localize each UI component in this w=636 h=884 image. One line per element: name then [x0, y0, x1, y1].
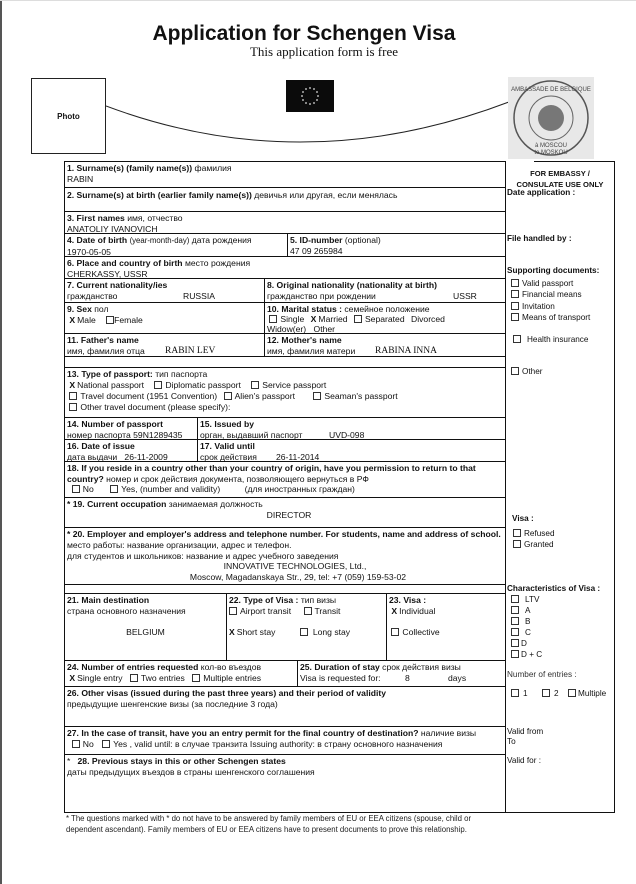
checked-mark-icon: X — [391, 606, 398, 616]
option-label: D — [521, 639, 527, 648]
option-label: Airport transit — [240, 606, 292, 616]
checkbox-icon — [300, 628, 308, 636]
field-label: 7. Current nationality/ies — [67, 280, 168, 290]
embassy-entries-label: Number of entries : — [507, 670, 577, 679]
field-label: 15. Issued by — [200, 419, 254, 429]
checkbox-icon — [154, 381, 162, 389]
option-label: Short stay — [236, 627, 276, 637]
option-label: Female — [114, 314, 143, 325]
option-label: Male — [77, 314, 96, 325]
svg-text:te MOSKOU: te MOSKOU — [534, 150, 568, 156]
entries-multiple[interactable] — [568, 689, 606, 700]
visa-granted[interactable] — [513, 540, 554, 551]
field-label-ru: наличие визы — [420, 728, 477, 738]
checkbox-icon — [72, 740, 80, 748]
option-label: Single entry — [77, 672, 123, 683]
option-single[interactable] — [269, 314, 304, 324]
page-left-border — [0, 0, 2, 884]
field-label-ru: место работы: название организации, адрес и телефон. — [67, 539, 292, 550]
field-label-ru: девичья или другая, если менялась — [254, 190, 398, 200]
option-label: Travel document (1951 Convention) — [80, 391, 218, 401]
field-value: 26-11-2009 — [124, 451, 168, 461]
embassy-border-top — [534, 161, 615, 162]
option-collective[interactable] — [391, 627, 439, 637]
checkbox-icon — [130, 674, 138, 682]
option-no[interactable] — [72, 484, 94, 494]
checked-mark-icon: X — [229, 627, 235, 637]
option-label: Widow(er) — [267, 324, 307, 333]
field-label-ru: кол-во въездов — [200, 662, 262, 672]
field-visa-type — [227, 594, 386, 660]
field-unit: days — [448, 672, 467, 683]
field-valid-until[interactable] — [198, 440, 505, 461]
option-label: Two entries — [140, 672, 185, 683]
checkbox-icon — [511, 290, 519, 298]
option-seamans-passport[interactable] — [313, 391, 397, 401]
field-label: 18. If you reside in a country other than your country of origin, have you permission to return to that — [67, 463, 476, 473]
checkbox-icon — [511, 617, 519, 625]
option-label: Yes , valid until: в случае транзита Issuing authority: в страну основного назначения — [113, 738, 443, 749]
checkbox-icon — [511, 302, 519, 310]
checkbox-icon — [511, 606, 519, 614]
embassy-file-handled: File handled by : — [507, 234, 572, 243]
field-label-ru: дата рождения — [191, 235, 252, 245]
field-value: CHERKASSY, USSR — [67, 268, 148, 278]
field-previous-stays[interactable] — [65, 755, 505, 812]
option-other[interactable] — [314, 324, 336, 333]
field-label: 25. Duration of stay — [300, 662, 380, 672]
field-label: 1. Surname(s) (family name(s)) — [67, 163, 193, 173]
option-label: Seaman's passport — [324, 391, 398, 401]
option-label: Diplomatic passport — [165, 380, 241, 390]
row-sep — [64, 187, 506, 188]
page-title: Application for Schengen Visa — [152, 22, 456, 45]
checkbox-icon — [313, 392, 321, 400]
field-note: (для иностранных граждан) — [244, 484, 355, 494]
row-sep — [64, 584, 506, 585]
form-border-right — [614, 161, 615, 813]
field-label: 28. Previous stays in this or other Schengen states — [77, 756, 286, 766]
field-label: 10. Marital status : — [267, 304, 342, 314]
checkbox-icon — [251, 381, 259, 389]
option-label: Invitation — [522, 302, 555, 311]
checked-mark-icon: X — [69, 672, 76, 683]
field-sex — [65, 303, 264, 333]
option-male[interactable] — [69, 315, 95, 325]
option-label: LTV — [525, 595, 540, 604]
field-label: 23. Visa : — [389, 595, 427, 605]
field-label-ru: фамилия — [194, 163, 232, 173]
field-label-note: (optional) — [344, 235, 381, 245]
field-label-ru: имя, отчество — [127, 213, 183, 223]
field-label-ru: дата выдачи — [67, 451, 118, 461]
char-b[interactable] — [511, 617, 530, 628]
option-label: Means of transport — [522, 313, 591, 322]
eu-flag-icon — [286, 80, 334, 112]
field-duration-of-stay[interactable] — [298, 661, 505, 686]
field-surname-at-birth[interactable] — [65, 189, 505, 211]
field-label-ru: тип визы — [300, 595, 337, 605]
checkbox-icon — [391, 628, 399, 636]
checkbox-icon — [511, 367, 519, 375]
field-passport-number[interactable] — [65, 418, 197, 439]
option-label: Multiple entries — [203, 672, 262, 683]
field-label: 8. Original nationality (nationality at birth) — [267, 280, 437, 290]
field-label: 5. ID-number — [290, 235, 343, 245]
option-label: No — [82, 738, 94, 749]
checkbox-icon — [102, 740, 110, 748]
field-value: DIRECTOR — [266, 509, 312, 520]
page-subtitle: This application form is free — [249, 44, 398, 59]
field-value: 26-11-2014 — [276, 451, 320, 461]
option-single-entry[interactable] — [69, 673, 122, 683]
field-label: 12. Mother's name — [267, 335, 342, 345]
option-label: Transit — [314, 606, 341, 616]
field-marital-status — [265, 303, 505, 333]
field-value: 47 09 265984 — [290, 245, 343, 256]
field-mothers-name[interactable] — [265, 334, 505, 356]
field-surname[interactable] — [65, 162, 505, 187]
checkbox-icon — [72, 485, 80, 493]
field-value: RUSSIA — [183, 290, 215, 301]
checkbox-icon — [69, 392, 77, 400]
checkbox-icon — [513, 335, 521, 343]
option-label: 1 — [523, 689, 528, 698]
option-label: A — [525, 606, 531, 615]
row-sep — [64, 356, 506, 357]
option-service-passport[interactable] — [251, 380, 326, 390]
option-label: Other — [522, 367, 543, 376]
option-label: Other — [313, 324, 336, 333]
field-value: RABINA INNA — [375, 345, 438, 356]
char-a[interactable] — [511, 606, 530, 617]
checkbox-icon — [513, 540, 521, 548]
field-label: * 20. Employer and employer's address and telephone number. For students, name and address of school. — [67, 529, 501, 539]
checkbox-icon — [568, 689, 576, 697]
option-label: Married — [318, 314, 348, 324]
option-national-passport[interactable] — [69, 380, 144, 390]
field-label-note: (year-month-day) — [129, 236, 190, 245]
checkbox-icon — [224, 392, 232, 400]
field-value: 8 — [405, 672, 410, 683]
field-label: 17. Valid until — [200, 441, 255, 451]
field-label: 2. Surname(s) at birth (earlier family name(s)) — [67, 190, 252, 200]
option-aliens-passport[interactable] — [224, 391, 295, 401]
option-label: Valid passport — [522, 279, 574, 288]
field-id-number[interactable] — [288, 234, 505, 256]
doc-other[interactable] — [511, 367, 542, 378]
field-label-ru: даты предыдущих въездов в страны шенгенского соглашения — [67, 766, 315, 777]
option-two-entries[interactable] — [130, 673, 185, 683]
char-c[interactable] — [511, 628, 531, 639]
photo-box[interactable] — [31, 78, 106, 154]
field-value: 1970-05-05 — [67, 246, 111, 256]
char-d[interactable] — [511, 639, 527, 650]
field-label-ru: гражданство при рождении — [267, 290, 376, 301]
field-value: BELGIUM — [126, 627, 165, 637]
field-label-ru: срок действия — [200, 451, 257, 461]
option-label: Granted — [524, 540, 554, 549]
form-column-divider — [505, 161, 506, 813]
field-date-of-birth[interactable] — [65, 234, 287, 256]
option-label: Refused — [524, 529, 555, 538]
field-label-ru: занимаемая должность — [168, 499, 263, 509]
field-prefix: Visa is requested for: — [300, 672, 381, 683]
footnote: * The questions marked with * do not have to be answered by family members of EU or EEA citizens (spouse, child or dependent ascendant). Family members of EU or EEA citizens have to present documents to prove this relationship. — [66, 814, 472, 834]
checkbox-icon — [106, 316, 114, 324]
option-label: Yes, (number and validity) — [121, 484, 221, 494]
page-top-border — [0, 0, 636, 1]
field-value: USSR — [453, 290, 477, 301]
option-label: Alien's passport — [234, 391, 295, 401]
doc-invitation[interactable] — [511, 302, 555, 313]
field-label: 6. Place and country of birth — [67, 258, 183, 268]
option-divorced[interactable] — [411, 314, 445, 324]
field-label: 27. In the case of transit, have you an entry permit for the final country of destination? — [67, 728, 419, 738]
field-label: 16. Date of issue — [67, 441, 135, 451]
field-label: 22. Type of Visa : — [229, 595, 299, 605]
field-value: 59N1289435 — [133, 429, 183, 439]
field-label-ru: пол — [94, 304, 109, 314]
field-value: ANATOLIY IVANOVICH — [67, 223, 158, 233]
checkbox-icon — [511, 279, 519, 287]
field-occupation[interactable] — [65, 498, 505, 527]
checkbox-icon — [511, 628, 519, 636]
option-label: Divorced — [411, 314, 445, 324]
field-residence-permission — [65, 462, 505, 497]
field-label-ru: тип паспорта — [155, 369, 208, 379]
field-star: * — [67, 756, 71, 766]
field-value: INNOVATIVE TECHNOLOGIES, Ltd., — [223, 561, 367, 572]
char-ltv[interactable] — [511, 595, 539, 606]
doc-financial-means[interactable] — [511, 290, 582, 301]
option-label: No — [82, 484, 94, 494]
option-transit[interactable] — [304, 606, 341, 616]
field-label: 9. Sex — [67, 304, 92, 314]
checkbox-icon — [354, 315, 362, 323]
checkbox-icon — [110, 485, 118, 493]
field-place-of-birth[interactable] — [65, 257, 505, 278]
svg-text:à MOSCOU: à MOSCOU — [534, 143, 568, 149]
embassy-characteristics-label: Characteristics of Visa : — [507, 584, 601, 593]
field-label-ru: номер паспорта — [67, 429, 131, 439]
field-main-destination[interactable] — [65, 594, 226, 660]
option-label: B — [525, 617, 531, 626]
field-visa-kind — [387, 594, 505, 660]
field-first-names[interactable] — [65, 212, 505, 233]
photo-label: Photo — [57, 111, 80, 121]
field-current-nationality[interactable] — [65, 279, 264, 302]
option-label: Other travel document (please specify): — [80, 402, 231, 412]
field-other-visas[interactable] — [65, 687, 505, 726]
checked-mark-icon: X — [69, 380, 76, 390]
option-yes[interactable] — [110, 484, 220, 494]
checked-mark-icon: X — [310, 314, 317, 324]
embassy-to: To — [507, 737, 516, 746]
field-value: RABIN LEV — [165, 345, 216, 356]
field-value: Moscow, Magadanskaya Str., 29, tel: +7 (059) 159-53-02 — [189, 572, 407, 583]
field-issued-by[interactable] — [198, 418, 505, 439]
field-label: 4. Date of birth — [67, 235, 128, 245]
checkbox-icon — [511, 639, 519, 647]
entries-2[interactable] — [542, 689, 559, 700]
option-no[interactable] — [72, 739, 94, 749]
option-label: National passport — [77, 380, 145, 390]
field-label-ru: место рождения — [184, 258, 251, 268]
field-number-of-entries — [65, 661, 297, 686]
option-multiple-entries[interactable] — [192, 673, 261, 683]
field-label: 24. Number of entries requested — [67, 662, 199, 672]
option-label: Health insurance — [527, 335, 589, 344]
option-label: Collective — [402, 627, 440, 637]
checkbox-icon — [192, 674, 200, 682]
field-label: 11. Father's name — [67, 335, 139, 345]
field-transit-permit — [65, 727, 505, 754]
option-separated[interactable] — [354, 314, 405, 324]
checkbox-icon — [511, 595, 519, 603]
embassy-supporting-docs: Supporting documents: — [507, 266, 600, 275]
option-label: C — [525, 628, 531, 637]
checked-mark-icon: X — [69, 314, 76, 325]
field-passport-type — [65, 368, 505, 417]
field-label-ru: семейное положение — [344, 304, 430, 314]
option-label: D + C — [521, 650, 543, 659]
option-female[interactable] — [106, 315, 143, 325]
svg-text:AMBASSADE DE BELGIQUE: AMBASSADE DE BELGIQUE — [511, 87, 591, 93]
option-label: Single — [280, 314, 305, 324]
embassy-use-title: FOR EMBASSY / CONSULATE USE ONLY — [516, 169, 604, 189]
field-value: UVD-098 — [329, 429, 365, 439]
checkbox-icon — [229, 607, 237, 615]
embassy-seal-icon — [508, 77, 594, 159]
doc-means-of-transport[interactable] — [511, 313, 590, 324]
field-label-ru: имя, фамилия отца — [67, 345, 145, 356]
option-label: 2 — [554, 689, 559, 698]
field-label-ru: имя, фамилия матери — [267, 345, 356, 356]
field-label: 26. Other visas (issued during the past three years) and their period of validity — [67, 688, 387, 698]
field-label-ru: гражданство — [67, 290, 118, 301]
entries-1[interactable] — [511, 689, 528, 700]
field-label-ru: предыдущие шенгенские визы (за последние 3 года) — [67, 698, 278, 709]
option-label: Service passport — [262, 380, 327, 390]
field-label: 13. Type of passport: — [67, 369, 153, 379]
field-value: RABIN — [67, 173, 94, 184]
option-label: Long stay — [312, 627, 351, 637]
checkbox-icon — [511, 650, 519, 658]
option-label: Separated — [364, 314, 405, 324]
checkbox-icon — [304, 607, 312, 615]
option-label: Individual — [399, 606, 436, 616]
checkbox-icon — [513, 529, 521, 537]
option-long-stay[interactable] — [300, 627, 350, 637]
option-widower[interactable] — [267, 324, 306, 333]
field-label: 14. Number of passport — [67, 419, 163, 429]
field-date-of-issue[interactable] — [65, 440, 197, 461]
embassy-valid-for: Valid for : — [507, 756, 541, 765]
field-label: * 19. Current occupation — [67, 499, 167, 509]
field-label-ru: орган, выдавший паспорт — [200, 429, 303, 439]
checkbox-icon — [511, 313, 519, 321]
checkbox-icon — [511, 689, 519, 697]
option-short-stay[interactable] — [229, 627, 275, 637]
field-fathers-name[interactable] — [65, 334, 264, 356]
field-label-ru: срок действия визы — [382, 662, 461, 672]
checkbox-icon — [542, 689, 550, 697]
option-yes[interactable] — [102, 739, 442, 749]
visa-refused[interactable] — [513, 529, 555, 540]
field-original-nationality[interactable] — [265, 279, 505, 302]
field-label-ru: страна основного назначения — [67, 606, 186, 616]
embassy-visa-label: Visa : — [512, 514, 534, 523]
doc-valid-passport[interactable] — [511, 279, 573, 290]
field-employer[interactable] — [65, 528, 505, 584]
option-diplomatic-passport[interactable] — [154, 380, 240, 390]
field-label-ru: для студентов и школьников: название и адрес учебного заведения — [67, 550, 339, 561]
embassy-date-application: Date application : — [507, 188, 576, 197]
option-label: Financial means — [522, 290, 582, 299]
option-married[interactable] — [311, 314, 348, 324]
doc-health-insurance[interactable] — [513, 335, 588, 346]
embassy-valid-from: Valid from — [507, 727, 544, 736]
field-label: 3. First names — [67, 213, 125, 223]
field-label: country? — [67, 473, 104, 484]
option-other-travel-document[interactable] — [69, 402, 230, 412]
char-d-plus-c[interactable] — [511, 650, 542, 661]
option-individual[interactable] — [391, 606, 435, 616]
checkbox-icon — [69, 403, 77, 411]
field-label-ru: номер и срок действия документа, позволяющего вернуться в РФ — [106, 473, 369, 484]
option-label: Multiple — [578, 689, 607, 698]
checkbox-icon — [269, 315, 277, 323]
field-label: 21. Main destination — [67, 595, 150, 605]
option-airport-transit[interactable] — [229, 606, 291, 616]
option-travel-document[interactable] — [69, 391, 217, 401]
